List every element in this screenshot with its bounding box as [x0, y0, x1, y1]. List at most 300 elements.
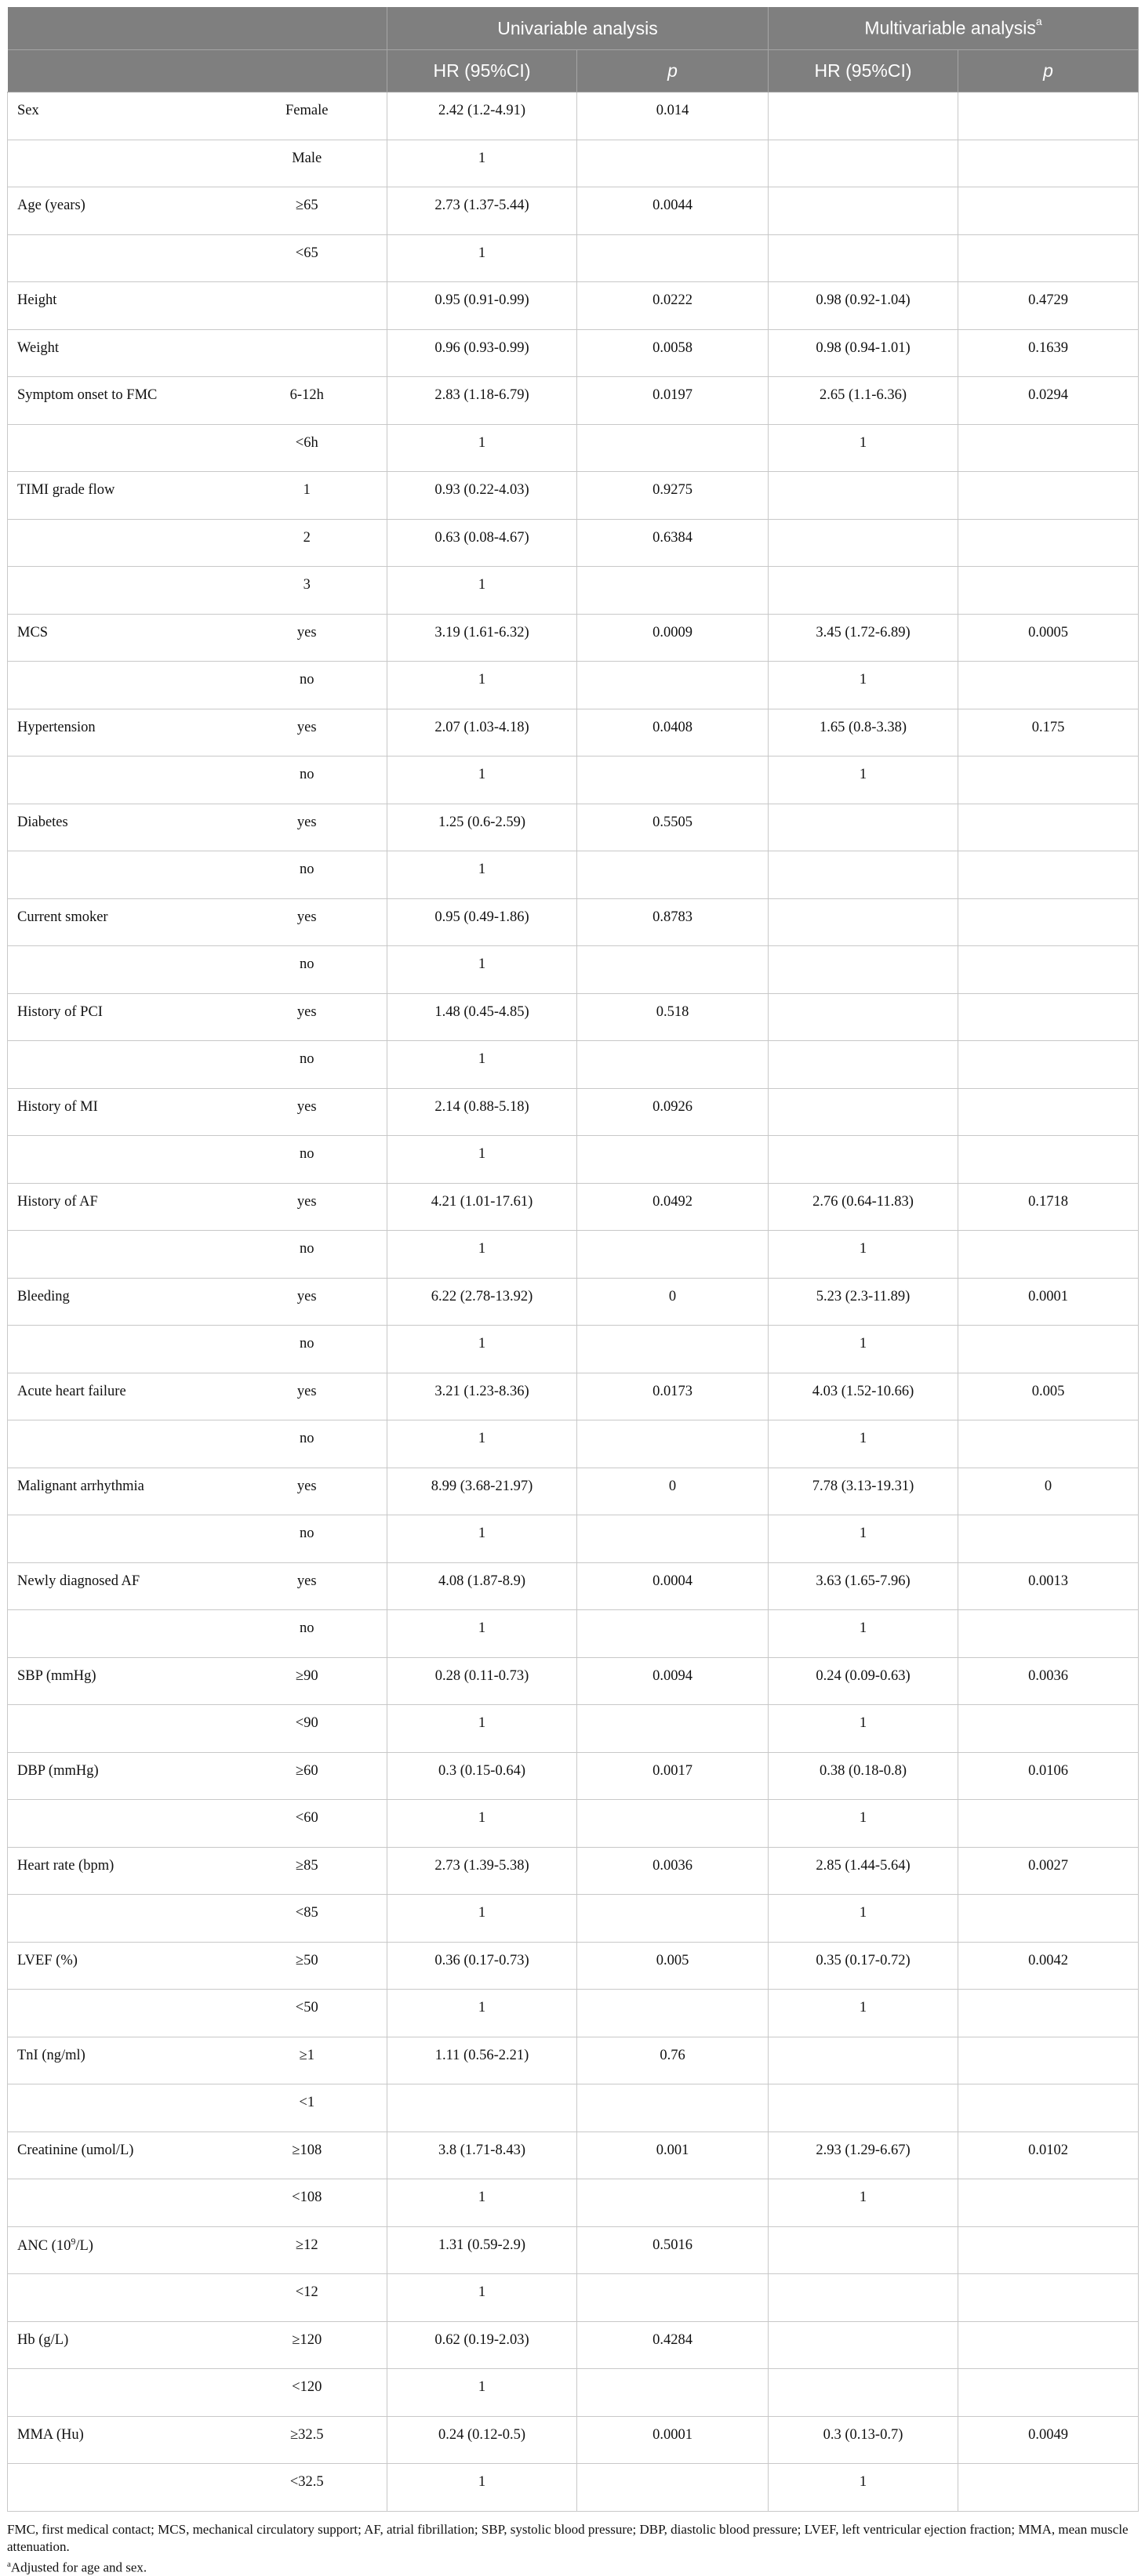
- univariable-hr-cell: 1: [387, 1705, 577, 1753]
- table-row: [8, 472, 1139, 520]
- variable-name-cell: [8, 1705, 227, 1753]
- multivariable-hr-cell: 1: [769, 662, 958, 709]
- multivariable-p-cell: 0.0036: [958, 1657, 1139, 1705]
- univariable-p-cell: 0.0058: [577, 329, 769, 377]
- variable-name-cell: History of PCI: [8, 993, 227, 1041]
- level-cell: no: [227, 1420, 387, 1468]
- level-cell: <32.5: [227, 2464, 387, 2512]
- variable-name-cell: Height: [8, 282, 227, 330]
- table-header: [8, 7, 1139, 93]
- multivariable-hr-cell: [769, 2226, 958, 2274]
- table-row: [8, 898, 1139, 946]
- variable-name-cell: DBP (mmHg): [8, 1752, 227, 1800]
- multivariable-p-cell: [958, 1231, 1139, 1279]
- multivariable-p-cell: 0.4729: [958, 282, 1139, 330]
- variable-name-cell: [8, 424, 227, 472]
- univariable-hr-cell: 1: [387, 756, 577, 804]
- table-row: [8, 851, 1139, 899]
- table-row: [8, 1278, 1139, 1326]
- table-row: [8, 1468, 1139, 1515]
- multivariable-hr-cell: [769, 2321, 958, 2369]
- multivariable-hr-cell: 3.45 (1.72-6.89): [769, 614, 958, 662]
- univariable-hr-cell: 1.25 (0.6-2.59): [387, 804, 577, 851]
- univariable-hr-cell: 1: [387, 1800, 577, 1848]
- level-cell: yes: [227, 898, 387, 946]
- univariable-p-cell: [577, 2369, 769, 2417]
- variable-name-cell: SBP (mmHg): [8, 1657, 227, 1705]
- univariable-p-cell: [577, 1705, 769, 1753]
- multivariable-p-cell: 0.1639: [958, 329, 1139, 377]
- level-cell: no: [227, 1136, 387, 1184]
- table-row: [8, 1136, 1139, 1184]
- level-cell: <90: [227, 1705, 387, 1753]
- univariable-hr-cell: 1: [387, 567, 577, 615]
- level-cell: no: [227, 756, 387, 804]
- variable-name-cell: TnI (ng/ml): [8, 2037, 227, 2084]
- multivariable-hr-cell: 1: [769, 1705, 958, 1753]
- header-univariable: Univariable analysis: [387, 7, 769, 50]
- univariable-hr-cell: 0.95 (0.91-0.99): [387, 282, 577, 330]
- multivariable-hr-cell: [769, 140, 958, 187]
- univariable-hr-cell: 3.19 (1.61-6.32): [387, 614, 577, 662]
- table-row: [8, 234, 1139, 282]
- table-row: [8, 282, 1139, 330]
- univariable-p-cell: 0.76: [577, 2037, 769, 2084]
- level-cell: <1: [227, 2084, 387, 2132]
- variable-name-cell: Creatinine (umol/L): [8, 2132, 227, 2179]
- table-row: [8, 804, 1139, 851]
- variable-name-cell: Hb (g/L): [8, 2321, 227, 2369]
- multivariable-hr-cell: [769, 472, 958, 520]
- table-row: [8, 1610, 1139, 1658]
- multivariable-p-cell: 0.0042: [958, 1942, 1139, 1990]
- univariable-p-cell: 0.518: [577, 993, 769, 1041]
- level-cell: ≥65: [227, 187, 387, 235]
- multivariable-p-cell: [958, 424, 1139, 472]
- variable-name-cell: ANC $(10^9/L)$: [8, 2226, 227, 2274]
- univariable-p-cell: 0: [577, 1468, 769, 1515]
- univariable-p-cell: 0.0492: [577, 1183, 769, 1231]
- variable-name-cell: Diabetes: [8, 804, 227, 851]
- variable-name-cell: MMA (Hu): [8, 2416, 227, 2464]
- univariable-p-cell: 0.0197: [577, 377, 769, 425]
- table-row: [8, 1942, 1139, 1990]
- univariable-hr-cell: 0.96 (0.93-0.99): [387, 329, 577, 377]
- multivariable-hr-cell: 1: [769, 1420, 958, 1468]
- variable-name-cell: Symptom onset to FMC: [8, 377, 227, 425]
- univariable-hr-cell: [387, 2084, 577, 2132]
- level-cell: yes: [227, 993, 387, 1041]
- multivariable-hr-cell: [769, 234, 958, 282]
- multivariable-p-cell: [958, 993, 1139, 1041]
- table-row: [8, 2416, 1139, 2464]
- table-footnotes: [7, 2521, 1138, 2576]
- table-row: [8, 519, 1139, 567]
- univariable-p-cell: 0.9275: [577, 472, 769, 520]
- multivariable-hr-cell: 1: [769, 1610, 958, 1658]
- univariable-hr-cell: 2.83 (1.18-6.79): [387, 377, 577, 425]
- table-row: [8, 567, 1139, 615]
- multivariable-p-cell: [958, 851, 1139, 899]
- adjustment-note: $^a$Adjusted for age and sex.: [7, 2556, 1138, 2576]
- multivariable-p-cell: [958, 187, 1139, 235]
- univariable-hr-cell: 1: [387, 2464, 577, 2512]
- multivariable-p-cell: [958, 519, 1139, 567]
- variable-name-cell: Age (years): [8, 187, 227, 235]
- univariable-p-cell: [577, 234, 769, 282]
- univariable-p-cell: 0.0004: [577, 1562, 769, 1610]
- footnote-marker: a: [1036, 15, 1042, 27]
- table-row: [8, 1847, 1139, 1895]
- multivariable-p-cell: 0.0102: [958, 2132, 1139, 2179]
- variable-name-cell: [8, 2274, 227, 2322]
- multivariable-hr-cell: [769, 898, 958, 946]
- level-cell: ≥12: [227, 2226, 387, 2274]
- level-cell: ≥1: [227, 2037, 387, 2084]
- table-row: [8, 93, 1139, 140]
- table-row: [8, 1990, 1139, 2037]
- level-cell: ≥32.5: [227, 2416, 387, 2464]
- header-univariable-p: p: [577, 50, 769, 93]
- cox-regression-table: [7, 7, 1139, 2512]
- multivariable-hr-cell: 2.65 (1.1-6.36): [769, 377, 958, 425]
- multivariable-p-cell: [958, 1515, 1139, 1563]
- multivariable-p-cell: [958, 756, 1139, 804]
- table-row: [8, 614, 1139, 662]
- univariable-hr-cell: 1: [387, 662, 577, 709]
- multivariable-p-cell: 0.0013: [958, 1562, 1139, 1610]
- univariable-hr-cell: 1: [387, 1420, 577, 1468]
- variable-name-cell: [8, 1326, 227, 1373]
- univariable-hr-cell: 1: [387, 1136, 577, 1184]
- univariable-p-cell: 0.0036: [577, 1847, 769, 1895]
- univariable-hr-cell: 6.22 (2.78-13.92): [387, 1278, 577, 1326]
- level-cell: yes: [227, 1278, 387, 1326]
- level-cell: <60: [227, 1800, 387, 1848]
- table-row: [8, 1183, 1139, 1231]
- level-cell: no: [227, 1231, 387, 1279]
- univariable-hr-cell: 3.21 (1.23-8.36): [387, 1373, 577, 1420]
- univariable-hr-cell: 1.48 (0.45-4.85): [387, 993, 577, 1041]
- variable-name-cell: [8, 2464, 227, 2512]
- multivariable-hr-cell: [769, 1136, 958, 1184]
- multivariable-hr-cell: [769, 851, 958, 899]
- univariable-p-cell: 0.0044: [577, 187, 769, 235]
- variable-name-cell: [8, 1420, 227, 1468]
- univariable-p-cell: 0.5016: [577, 2226, 769, 2274]
- header-multivariable-hr: HR (95%CI): [769, 50, 958, 93]
- variable-name-cell: [8, 1041, 227, 1089]
- univariable-p-cell: 0.0017: [577, 1752, 769, 1800]
- univariable-hr-cell: 4.08 (1.87-8.9): [387, 1562, 577, 1610]
- variable-name-cell: [8, 2179, 227, 2227]
- multivariable-p-cell: [958, 1990, 1139, 2037]
- multivariable-hr-cell: 4.03 (1.52-10.66): [769, 1373, 958, 1420]
- level-cell: yes: [227, 1562, 387, 1610]
- univariable-hr-cell: 1: [387, 1231, 577, 1279]
- univariable-p-cell: [577, 1231, 769, 1279]
- multivariable-hr-cell: [769, 1088, 958, 1136]
- univariable-p-cell: [577, 1610, 769, 1658]
- variable-name-cell: [8, 1136, 227, 1184]
- multivariable-p-cell: [958, 1800, 1139, 1848]
- multivariable-p-cell: [958, 1610, 1139, 1658]
- multivariable-p-cell: [958, 2226, 1139, 2274]
- variable-name-cell: [8, 946, 227, 994]
- table-row: [8, 1420, 1139, 1468]
- level-cell: ≥120: [227, 2321, 387, 2369]
- multivariable-p-cell: [958, 2274, 1139, 2322]
- level-cell: no: [227, 1041, 387, 1089]
- header-blank: [8, 7, 387, 50]
- variable-name-cell: [8, 1800, 227, 1848]
- table-row: [8, 329, 1139, 377]
- multivariable-p-cell: [958, 1705, 1139, 1753]
- univariable-hr-cell: 1: [387, 1895, 577, 1943]
- table-row: [8, 2132, 1139, 2179]
- multivariable-hr-cell: 1: [769, 1515, 958, 1563]
- multivariable-p-cell: [958, 567, 1139, 615]
- multivariable-hr-cell: 2.93 (1.29-6.67): [769, 2132, 958, 2179]
- univariable-p-cell: 0.0222: [577, 282, 769, 330]
- multivariable-hr-cell: 1: [769, 756, 958, 804]
- univariable-hr-cell: 1: [387, 946, 577, 994]
- multivariable-p-cell: 0.0294: [958, 377, 1139, 425]
- variable-name-cell: Newly diagnosed AF: [8, 1562, 227, 1610]
- table-row: [8, 662, 1139, 709]
- header-multivariable-p: p: [958, 50, 1139, 93]
- level-cell: <85: [227, 1895, 387, 1943]
- table-row: [8, 140, 1139, 187]
- univariable-p-cell: [577, 567, 769, 615]
- multivariable-hr-cell: 1: [769, 1800, 958, 1848]
- univariable-p-cell: 0.5505: [577, 804, 769, 851]
- univariable-hr-cell: 1: [387, 234, 577, 282]
- level-cell: no: [227, 662, 387, 709]
- multivariable-p-cell: [958, 93, 1139, 140]
- multivariable-p-cell: 0.0027: [958, 1847, 1139, 1895]
- header-multivariable: Multivariable analysis$^a$: [769, 7, 1139, 50]
- univariable-p-cell: 0: [577, 1278, 769, 1326]
- multivariable-p-cell: [958, 1420, 1139, 1468]
- multivariable-p-cell: [958, 2464, 1139, 2512]
- variable-name-cell: MCS: [8, 614, 227, 662]
- variable-name-cell: Malignant arrhythmia: [8, 1468, 227, 1515]
- univariable-hr-cell: 1: [387, 1041, 577, 1089]
- table-row: [8, 1752, 1139, 1800]
- univariable-hr-cell: 1: [387, 1515, 577, 1563]
- multivariable-hr-cell: 0.24 (0.09-0.63): [769, 1657, 958, 1705]
- variable-name-cell: History of AF: [8, 1183, 227, 1231]
- univariable-p-cell: [577, 1990, 769, 2037]
- level-cell: yes: [227, 1088, 387, 1136]
- univariable-hr-cell: 1: [387, 2274, 577, 2322]
- multivariable-hr-cell: 0.98 (0.94-1.01): [769, 329, 958, 377]
- univariable-p-cell: [577, 2084, 769, 2132]
- multivariable-p-cell: [958, 662, 1139, 709]
- univariable-p-cell: 0.4284: [577, 2321, 769, 2369]
- results-table-container: [7, 7, 1138, 2576]
- univariable-hr-cell: 0.24 (0.12-0.5): [387, 2416, 577, 2464]
- variable-name-cell: [8, 1515, 227, 1563]
- level-cell: 6-12h: [227, 377, 387, 425]
- multivariable-p-cell: [958, 2369, 1139, 2417]
- multivariable-hr-cell: 3.63 (1.65-7.96): [769, 1562, 958, 1610]
- univariable-hr-cell: 8.99 (3.68-21.97): [387, 1468, 577, 1515]
- univariable-hr-cell: 1: [387, 1990, 577, 2037]
- multivariable-hr-cell: 0.98 (0.92-1.04): [769, 282, 958, 330]
- table-row: [8, 1041, 1139, 1089]
- multivariable-hr-cell: [769, 804, 958, 851]
- level-cell: Male: [227, 140, 387, 187]
- table-row: [8, 2084, 1139, 2132]
- multivariable-hr-cell: [769, 2084, 958, 2132]
- univariable-hr-cell: 2.14 (0.88-5.18): [387, 1088, 577, 1136]
- table-row: [8, 2179, 1139, 2227]
- multivariable-p-cell: 0.005: [958, 1373, 1139, 1420]
- univariable-hr-cell: 1: [387, 851, 577, 899]
- table-row: [8, 2321, 1139, 2369]
- multivariable-p-cell: [958, 1136, 1139, 1184]
- univariable-hr-cell: 1: [387, 2179, 577, 2227]
- multivariable-p-cell: [958, 1088, 1139, 1136]
- univariable-hr-cell: 2.07 (1.03-4.18): [387, 709, 577, 756]
- univariable-p-cell: 0.005: [577, 1942, 769, 1990]
- univariable-p-cell: [577, 1895, 769, 1943]
- level-cell: <108: [227, 2179, 387, 2227]
- multivariable-hr-cell: [769, 93, 958, 140]
- multivariable-hr-cell: 5.23 (2.3-11.89): [769, 1278, 958, 1326]
- level-cell: <120: [227, 2369, 387, 2417]
- variable-name-cell: [8, 662, 227, 709]
- level-cell: ≥60: [227, 1752, 387, 1800]
- level-cell: <6h: [227, 424, 387, 472]
- univariable-hr-cell: 0.3 (0.15-0.64): [387, 1752, 577, 1800]
- univariable-p-cell: [577, 2274, 769, 2322]
- table-row: [8, 187, 1139, 235]
- variable-name-cell: [8, 1895, 227, 1943]
- multivariable-hr-cell: [769, 519, 958, 567]
- univariable-p-cell: [577, 1515, 769, 1563]
- univariable-p-cell: [577, 1136, 769, 1184]
- univariable-hr-cell: 0.28 (0.11-0.73): [387, 1657, 577, 1705]
- multivariable-hr-cell: [769, 2037, 958, 2084]
- multivariable-hr-cell: 1: [769, 1990, 958, 2037]
- variable-name-cell: Acute heart failure: [8, 1373, 227, 1420]
- variable-name-cell: [8, 1610, 227, 1658]
- multivariable-hr-cell: [769, 2369, 958, 2417]
- multivariable-p-cell: [958, 1326, 1139, 1373]
- univariable-p-cell: [577, 2179, 769, 2227]
- variable-name-cell: [8, 519, 227, 567]
- univariable-p-cell: [577, 1326, 769, 1373]
- multivariable-p-cell: [958, 804, 1139, 851]
- univariable-p-cell: 0.0009: [577, 614, 769, 662]
- multivariable-hr-cell: 1: [769, 2179, 958, 2227]
- variable-name-cell: LVEF (%): [8, 1942, 227, 1990]
- univariable-hr-cell: 1.11 (0.56-2.21): [387, 2037, 577, 2084]
- multivariable-hr-cell: [769, 993, 958, 1041]
- univariable-hr-cell: 0.93 (0.22-4.03): [387, 472, 577, 520]
- multivariable-p-cell: [958, 1895, 1139, 1943]
- level-cell: ≥85: [227, 1847, 387, 1895]
- table-row: [8, 1373, 1139, 1420]
- univariable-p-cell: 0.0094: [577, 1657, 769, 1705]
- level-cell: 3: [227, 567, 387, 615]
- univariable-hr-cell: 0.63 (0.08-4.67): [387, 519, 577, 567]
- variable-name-cell: TIMI grade flow: [8, 472, 227, 520]
- univariable-p-cell: 0.001: [577, 2132, 769, 2179]
- univariable-hr-cell: 1: [387, 1326, 577, 1373]
- multivariable-p-cell: [958, 2037, 1139, 2084]
- multivariable-p-cell: 0: [958, 1468, 1139, 1515]
- univariable-hr-cell: 2.73 (1.37-5.44): [387, 187, 577, 235]
- level-cell: no: [227, 946, 387, 994]
- variable-name-cell: Bleeding: [8, 1278, 227, 1326]
- variable-name-cell: [8, 567, 227, 615]
- univariable-p-cell: [577, 756, 769, 804]
- univariable-hr-cell: 1: [387, 140, 577, 187]
- univariable-p-cell: 0.6384: [577, 519, 769, 567]
- variable-name-cell: [8, 1231, 227, 1279]
- level-cell: Female: [227, 93, 387, 140]
- univariable-hr-cell: 1.31 (0.59-2.9): [387, 2226, 577, 2274]
- univariable-p-cell: 0.0173: [577, 1373, 769, 1420]
- multivariable-p-cell: 0.0005: [958, 614, 1139, 662]
- table-row: [8, 1088, 1139, 1136]
- univariable-hr-cell: 0.36 (0.17-0.73): [387, 1942, 577, 1990]
- table-row: [8, 377, 1139, 425]
- univariable-hr-cell: 0.62 (0.19-2.03): [387, 2321, 577, 2369]
- univariable-p-cell: 0.0408: [577, 709, 769, 756]
- variable-name-cell: Weight: [8, 329, 227, 377]
- multivariable-p-cell: [958, 140, 1139, 187]
- univariable-p-cell: [577, 140, 769, 187]
- abbreviations-note: FMC, first medical contact; MCS, mechanical circulatory support; AF, atrial fibrillation; SBP, systolic blood pressure; DBP, diastolic blood pressure; LVEF, left ventricular ejection fraction; MMA, mean muscle attenuation.: [7, 2521, 1138, 2556]
- multivariable-hr-cell: 0.38 (0.18-0.8): [769, 1752, 958, 1800]
- multivariable-p-cell: [958, 898, 1139, 946]
- variable-name-cell: [8, 1990, 227, 2037]
- level-cell: <50: [227, 1990, 387, 2037]
- table-row: [8, 2464, 1139, 2512]
- variable-name-cell: [8, 140, 227, 187]
- level-cell: yes: [227, 709, 387, 756]
- table-row: [8, 2037, 1139, 2084]
- table-row: [8, 1657, 1139, 1705]
- table-row: [8, 1800, 1139, 1848]
- table-row: [8, 1895, 1139, 1943]
- level-cell: yes: [227, 614, 387, 662]
- table-row: [8, 2274, 1139, 2322]
- table-row: [8, 709, 1139, 756]
- multivariable-p-cell: 0.0001: [958, 1278, 1139, 1326]
- table-row: [8, 1231, 1139, 1279]
- univariable-hr-cell: 3.8 (1.71-8.43): [387, 2132, 577, 2179]
- variable-name-cell: History of MI: [8, 1088, 227, 1136]
- level-cell: ≥50: [227, 1942, 387, 1990]
- table-row: [8, 946, 1139, 994]
- multivariable-p-cell: [958, 1041, 1139, 1089]
- univariable-p-cell: [577, 946, 769, 994]
- level-cell: no: [227, 1326, 387, 1373]
- multivariable-hr-cell: 1: [769, 1895, 958, 1943]
- level-cell: 2: [227, 519, 387, 567]
- multivariable-p-cell: 0.1718: [958, 1183, 1139, 1231]
- variable-name-cell: [8, 851, 227, 899]
- univariable-hr-cell: 4.21 (1.01-17.61): [387, 1183, 577, 1231]
- table-row: [8, 1515, 1139, 1563]
- multivariable-hr-cell: [769, 567, 958, 615]
